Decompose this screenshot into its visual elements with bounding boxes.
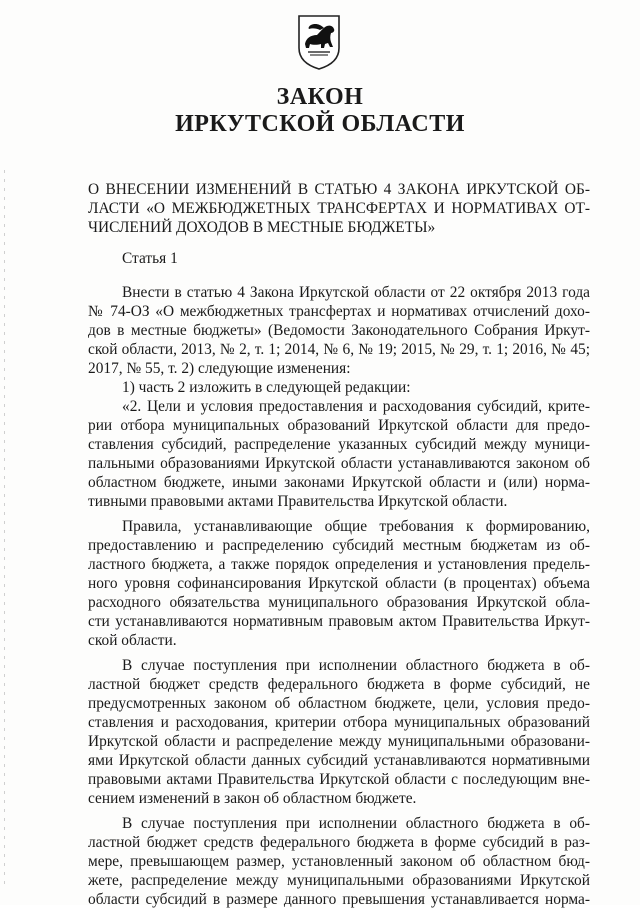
text-line: сти устанавливаются нормативным правовым актом Правительства Иркут-: [88, 613, 590, 630]
text-line: сением изменений в закон об областном бюджете.: [88, 790, 417, 807]
text-line: пальными образованиями Иркутской области устанавливаются законом об: [88, 455, 590, 472]
text-line: рии отбора муниципальных образований Иркутской области для предо-: [88, 417, 590, 434]
paragraph: [88, 814, 590, 909]
text-line: правовыми актами Правительства Иркутской области с последующим вне-: [88, 771, 590, 788]
text-line: В случае поступления при исполнении областного бюджета в об-: [122, 815, 590, 832]
text-line: предоставлению и распределению субсидий местным бюджетам из об-: [88, 537, 590, 554]
text-line: дов в местные бюджеты» (Ведомости Законодательного Собрания Иркут-: [88, 322, 590, 339]
heading-line: О ВНЕСЕНИИ ИЗМЕНЕНИЙ В СТАТЬЮ 4 ЗАКОНА ИРКУТСКОЙ ОБ-: [88, 181, 590, 198]
text-line: 1) часть 2 изложить в следующей редакции:: [122, 379, 411, 396]
text-line: ставления субсидий, распределение указанных субсидий между муници-: [88, 436, 590, 453]
text-line: мере, превышающем размер, установленный законом об областном бюд-: [88, 853, 590, 870]
text-line: областном бюджете, иными законами Иркутской области и (или) норма-: [88, 474, 590, 491]
text-line: ями Иркутской области данных субсидий устанавливаются нормативными: [88, 752, 590, 769]
paragraph: [88, 397, 590, 511]
irkutsk-coat-of-arms-icon: [296, 14, 342, 70]
law-heading: [88, 180, 590, 237]
paragraph: [88, 517, 590, 650]
text-line: Внести в статью 4 Закона Иркутской области от 22 октября 2013 года: [122, 284, 590, 301]
text-line: «2. Цели и условия предоставления и расходования субсидий, крите-: [122, 398, 590, 415]
text-line: ставления и расходования, критерии отбора муниципальных образований: [88, 714, 590, 731]
text-line: № 74-ОЗ «О межбюджетных трансфертах и нормативах отчислений дохо-: [88, 303, 590, 320]
text-line: ного уровня софинансирования Иркутской области (в процентах) объема: [88, 575, 590, 592]
document-body: [88, 283, 590, 909]
paragraph: [88, 283, 590, 378]
text-line: жете, распределение между муниципальными образованиями Иркутской: [88, 872, 590, 889]
text-line: ской области.: [88, 632, 177, 649]
paragraph: [88, 656, 590, 808]
text-line: ластного бюджета, а также порядок определения и установления предель-: [88, 556, 590, 573]
text-line: 2017, № 55, т. 2) следующие изменения:: [88, 360, 351, 377]
text-line: тивными правовыми актами Правительства Иркутской области.: [88, 493, 508, 510]
heading-line: ЧИСЛЕНИЙ ДОХОДОВ В МЕСТНЫЕ БЮДЖЕТЫ»: [88, 219, 436, 236]
text-line: В случае поступления при исполнении областного бюджета в об-: [122, 657, 590, 674]
text-line: Правила, устанавливающие общие требования к формированию,: [122, 518, 590, 535]
text-line: области субсидий в размере данного превышения устанавливается норма-: [88, 891, 590, 908]
law-title: ЗАКОН: [276, 84, 364, 110]
text-line: Иркутской области и распределение между муниципальными образовани-: [88, 733, 590, 750]
text-line: предусмотренных законом об областном бюджете, цели, условия предо-: [88, 695, 590, 712]
article-label: Статья 1: [122, 250, 178, 267]
text-line: ской области, 2013, № 2, т. 1; 2014, № 6, № 19; 2015, № 29, т. 1; 2016, № 45;: [88, 341, 590, 358]
text-line: ластной бюджет средств федерального бюджета в форме субсидий в раз-: [88, 834, 590, 851]
scan-margin-mark: [4, 170, 5, 890]
heading-line: ЛАСТИ «О МЕЖБЮДЖЕТНЫХ ТРАНСФЕРТАХ И НОРМАТИВАХ ОТ-: [88, 200, 590, 217]
paragraph: [88, 378, 590, 397]
text-line: ластной бюджет средств федерального бюджета в форме субсидий, не: [88, 676, 590, 693]
law-region: ИРКУТСКОЙ ОБЛАСТИ: [175, 111, 465, 137]
text-line: расходного обязательства муниципального образования Иркутской обла-: [88, 594, 590, 611]
